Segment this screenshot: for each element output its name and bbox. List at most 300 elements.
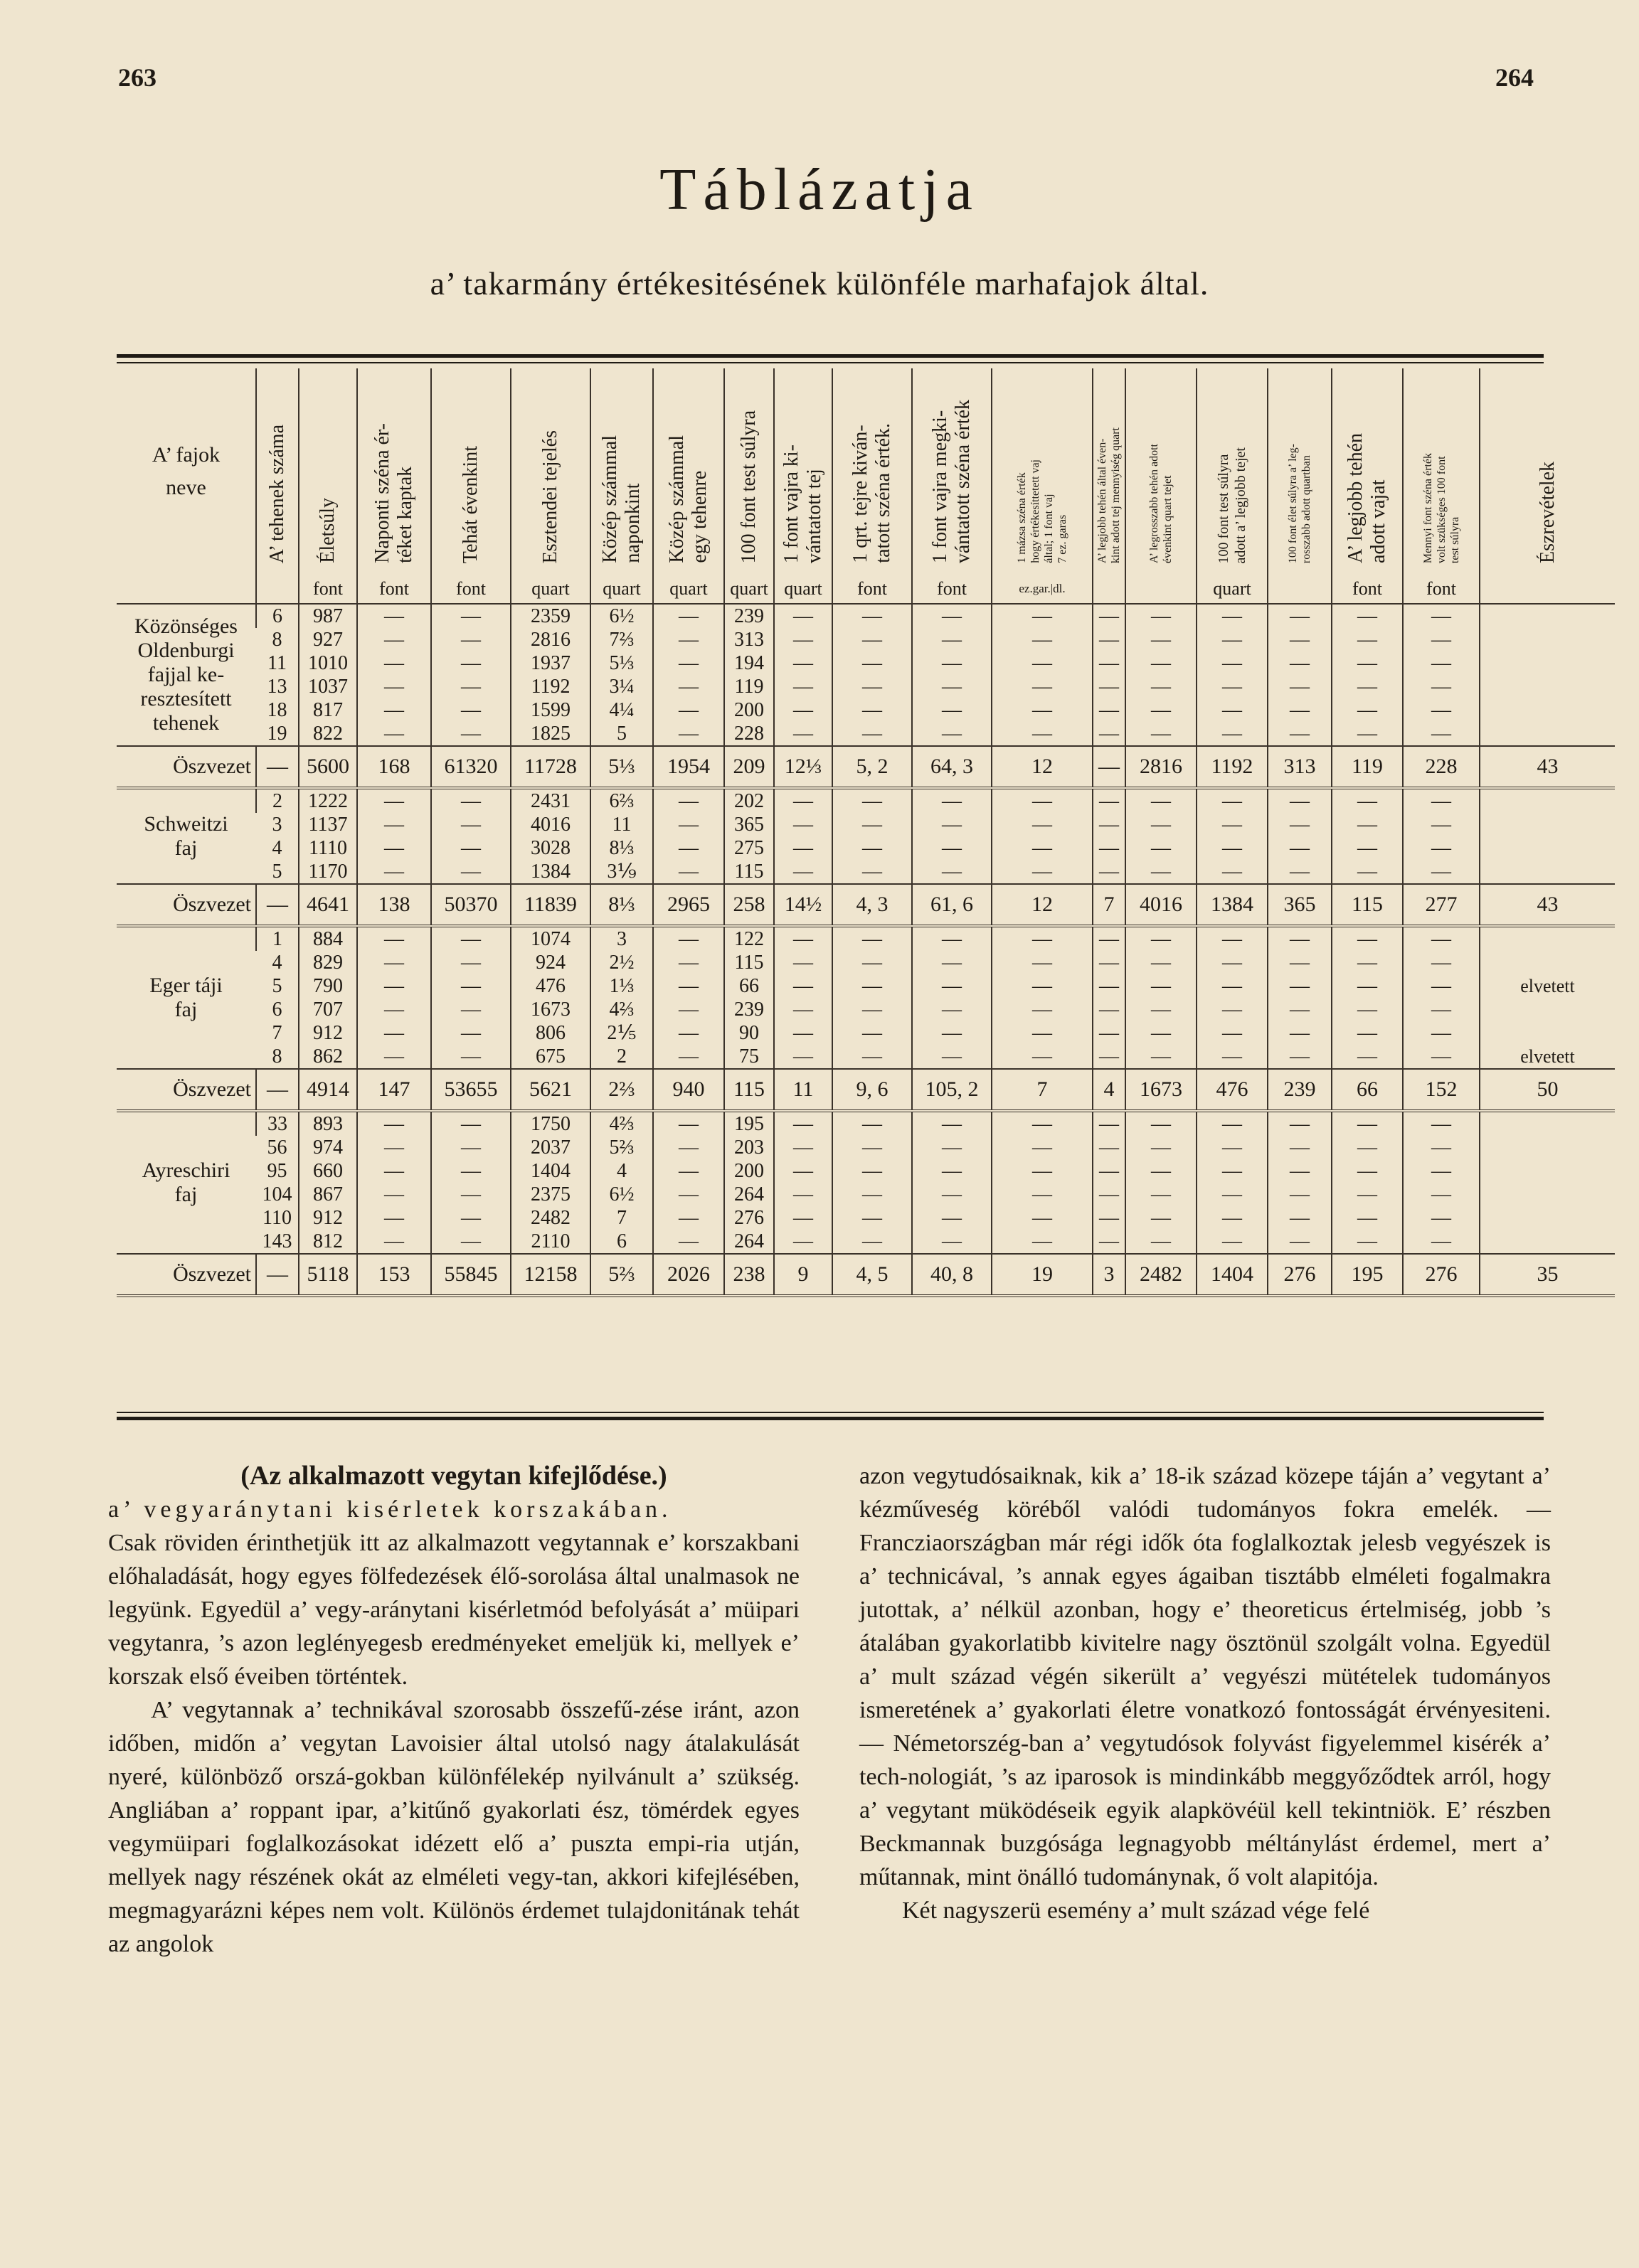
table-cell: —: [992, 1183, 1093, 1206]
table-cell: 365: [724, 813, 774, 836]
total-cell: 8⅓: [590, 884, 653, 926]
table-cell: 11: [590, 813, 653, 836]
table-cell: —: [1197, 675, 1268, 698]
table-cell: 7: [272, 1021, 282, 1044]
total-cell: 5621: [511, 1069, 590, 1111]
table-cell: —: [832, 1136, 912, 1159]
table-cell: —: [912, 951, 992, 974]
table-cell: 264: [724, 1230, 774, 1254]
table-cell: 2359: [511, 604, 590, 628]
table-cell: —: [1403, 722, 1480, 746]
table-cell: —: [1268, 604, 1332, 628]
table-cell: —: [1197, 628, 1268, 651]
table-cell: 790: [299, 974, 357, 998]
table-cell: —: [912, 1111, 992, 1136]
table-cell: —: [357, 1206, 431, 1230]
table-cell: —: [1332, 860, 1403, 884]
paragraph: A’ vegytannak a’ technikával szorosabb összefű-zése iránt, azon időben, midőn a’ vegytan Lavoisier által utolsó nagy átalakulását nyeré, különböző orszá-gokban különfélekép nyilvánult a’ szükség. Angliában a’ roppant ipar, a’kitűnő gyakorlati ész, tömérdek egyes vegymüipari foglalkozásokat idézett elő a’ puszta empi-ria utján, mellyek nagy részének okát az elméleti vegy-tan, akkori kifejlésében, megmagyarázni képes nem volt. Különös érdemet tulajdonitának tehát az angolok: [108, 1697, 800, 1957]
table-cell: —: [357, 998, 431, 1021]
table-cell: 5⅓: [590, 651, 653, 675]
table-cell: —: [431, 698, 511, 722]
table-cell: —: [1332, 698, 1403, 722]
table-cell: —: [431, 951, 511, 974]
table-row: [117, 675, 1615, 698]
table-cell: —: [1125, 604, 1197, 628]
table-cell: —: [912, 926, 992, 951]
table-cell: —: [1403, 1045, 1480, 1069]
table-cell: —: [653, 813, 724, 836]
header-hay-per-quart: [832, 368, 912, 575]
table-cell: —: [774, 1136, 832, 1159]
table-cell: 110: [262, 1206, 292, 1229]
table-cell: —: [1403, 836, 1480, 860]
table-cell: —: [774, 974, 832, 998]
table-cell: —: [653, 1111, 724, 1136]
header-species: A’ fajok neve: [152, 443, 221, 499]
table-cell: —: [1197, 1159, 1268, 1183]
table-cell: —: [1403, 974, 1480, 998]
table-row: [117, 651, 1615, 675]
table-cell: —: [992, 651, 1093, 675]
table-cell: 1⅓: [590, 974, 653, 998]
table-cell: —: [1403, 1183, 1480, 1206]
table-cell: —: [653, 836, 724, 860]
table-cell: 75: [724, 1045, 774, 1069]
table-cell: —: [1332, 1159, 1403, 1183]
table-cell: —: [1197, 1111, 1268, 1136]
total-cell: 5, 2: [832, 746, 912, 788]
text-column-left: [108, 1459, 800, 1961]
table-cell: 893: [299, 1111, 357, 1136]
table-cell: —: [1197, 1021, 1268, 1045]
table-cell: 6: [272, 998, 282, 1021]
table-cell: —: [357, 698, 431, 722]
table-cell: —: [1332, 628, 1403, 651]
table-cell: —: [774, 998, 832, 1021]
table-cell: —: [774, 951, 832, 974]
table-cell: 7⅔: [590, 628, 653, 651]
table-cell: 6½: [590, 1183, 653, 1206]
table-cell: —: [357, 675, 431, 698]
table-cell: —: [431, 628, 511, 651]
total-label: Öszvezet: [117, 1254, 256, 1296]
table-cell: —: [653, 651, 724, 675]
table-cell: 884: [299, 926, 357, 951]
table-bottom-rule: [117, 1417, 1544, 1420]
table-cell: —: [1268, 722, 1332, 746]
table-cell: —: [832, 1111, 912, 1136]
total-cell: 43: [1480, 884, 1615, 926]
unit-cell: font: [1332, 575, 1403, 604]
table-cell: —: [1332, 1021, 1403, 1045]
remark-cell: [1480, 1206, 1615, 1230]
table-row: [117, 998, 1615, 1021]
table-cell: —: [992, 813, 1093, 836]
table-cell: —: [653, 675, 724, 698]
table-cell: 18: [267, 698, 287, 721]
table-row: [117, 698, 1615, 722]
table-cell: 11: [267, 651, 287, 674]
table-cell: 1137: [299, 813, 357, 836]
header-text: A’ legjobb tehén adott vajat: [1344, 433, 1389, 563]
table-row: [117, 1021, 1615, 1045]
table-cell: —: [912, 836, 992, 860]
table-cell: 1037: [299, 675, 357, 698]
total-row: [117, 746, 1615, 788]
table-cell: —: [431, 722, 511, 746]
table-cell: —: [1332, 951, 1403, 974]
table-cell: —: [357, 813, 431, 836]
total-cell: 2482: [1125, 1254, 1197, 1296]
table-cell: —: [912, 1159, 992, 1183]
table-cell: 264: [724, 1183, 774, 1206]
table-cell: 1937: [511, 651, 590, 675]
total-cell: 11839: [511, 884, 590, 926]
table-cell: —: [1093, 998, 1125, 1021]
header-text: Esztendei tejelés: [539, 430, 561, 563]
table-cell: —: [992, 675, 1093, 698]
table-cell: —: [832, 628, 912, 651]
header-text: 100 font test súlyra adott a’ legjobb tejet: [1216, 447, 1248, 563]
table-cell: —: [774, 1045, 832, 1069]
table-cell: —: [1125, 836, 1197, 860]
table-cell: 6: [590, 1230, 653, 1254]
table-cell: —: [431, 1159, 511, 1183]
table-cell: 8: [272, 1045, 282, 1068]
total-cell: 11: [774, 1069, 832, 1111]
table-cell: 2375: [511, 1183, 590, 1206]
header-text: Naponti széna ér- téket kaptak: [371, 423, 416, 563]
table-cell: —: [912, 1045, 992, 1069]
table-cell: —: [1197, 1206, 1268, 1230]
table-cell: —: [1125, 974, 1197, 998]
table-cell: 829: [299, 951, 357, 974]
total-row: [117, 884, 1615, 926]
table-row: [117, 604, 1615, 628]
total-cell: 1673: [1125, 1069, 1197, 1111]
table-cell: 4¼: [590, 698, 653, 722]
table-cell: 3: [272, 813, 282, 836]
table-cell: —: [1268, 813, 1332, 836]
table-cell: —: [431, 860, 511, 884]
table-cell: 7: [590, 1206, 653, 1230]
table-cell: 3⅑: [590, 860, 653, 884]
table-cell: 812: [299, 1230, 357, 1254]
table-cell: —: [431, 998, 511, 1021]
table-cell: 1750: [511, 1111, 590, 1136]
table-cell: 912: [299, 1206, 357, 1230]
table-cell: —: [1332, 1136, 1403, 1159]
table-cell: —: [1268, 1183, 1332, 1206]
total-cell: 12: [992, 746, 1093, 788]
table-row: [117, 1183, 1615, 1206]
table-cell: —: [832, 1230, 912, 1254]
remark-cell: [1480, 926, 1615, 951]
table-cell: 33: [256, 1111, 299, 1136]
total-cell: 7: [1093, 884, 1125, 926]
total-cell: 365: [1268, 884, 1332, 926]
table-cell: 90: [724, 1021, 774, 1045]
table-cell: —: [1268, 675, 1332, 698]
table-cell: —: [1403, 1136, 1480, 1159]
header-text: A’ tehenek száma: [266, 424, 288, 563]
table-cell: 203: [724, 1136, 774, 1159]
table-cell: 19: [267, 722, 287, 745]
table-cell: —: [1197, 788, 1268, 813]
table-cell: —: [1268, 1111, 1332, 1136]
table-cell: —: [912, 1183, 992, 1206]
header-text: 1 font vajra megki- vántatott széna érték: [929, 399, 974, 563]
table-cell: —: [357, 651, 431, 675]
table-cell: 200: [724, 1159, 774, 1183]
table-cell: —: [1268, 836, 1332, 860]
table-cell: —: [992, 628, 1093, 651]
total-cell: 313: [1268, 746, 1332, 788]
table-cell: 4: [272, 836, 282, 859]
table-cell: —: [992, 1159, 1093, 1183]
table-cell: —: [1093, 813, 1125, 836]
table-cell: —: [1125, 813, 1197, 836]
table-cell: —: [1125, 1183, 1197, 1206]
total-cell: 276: [1268, 1254, 1332, 1296]
table-cell: 2816: [511, 628, 590, 651]
table-cell: —: [431, 604, 511, 628]
header-text: Mennyi font széna érték volt szükséges 100 font test súlyra: [1421, 452, 1461, 563]
table-cell: —: [1268, 998, 1332, 1021]
total-cell: —: [256, 1069, 299, 1111]
table-cell: —: [832, 974, 912, 998]
table-cell: —: [774, 1183, 832, 1206]
table-cell: —: [1403, 860, 1480, 884]
total-cell: 4641: [299, 884, 357, 926]
table-cell: —: [832, 951, 912, 974]
table-cell: —: [653, 998, 724, 1021]
table-cell: 660: [299, 1159, 357, 1183]
total-cell: 12158: [511, 1254, 590, 1296]
table-cell: —: [653, 951, 724, 974]
text-column-right: [859, 1459, 1551, 1927]
table-cell: —: [431, 788, 511, 813]
total-row: [117, 1069, 1615, 1111]
total-cell: 4, 3: [832, 884, 912, 926]
header-text: 1 qrt. tejre kiván- tatott széna érték.: [849, 423, 894, 563]
unit-cell: quart: [653, 575, 724, 604]
table-cell: 1170: [299, 860, 357, 884]
table-cell: —: [774, 722, 832, 746]
table-cell: —: [653, 698, 724, 722]
table-cell: —: [1403, 628, 1480, 651]
table-cell: —: [431, 1183, 511, 1206]
table-cell: —: [357, 1136, 431, 1159]
total-cell: 3: [1093, 1254, 1125, 1296]
table-cell: —: [992, 998, 1093, 1021]
table-cell: —: [357, 1183, 431, 1206]
table-cell: —: [653, 860, 724, 884]
total-cell: —: [1093, 746, 1125, 788]
table-cell: —: [1332, 974, 1403, 998]
table-cell: 1110: [299, 836, 357, 860]
table-cell: —: [1093, 788, 1125, 813]
table-cell: —: [1125, 698, 1197, 722]
table-cell: —: [1093, 951, 1125, 974]
table-cell: —: [774, 628, 832, 651]
table-cell: —: [653, 1206, 724, 1230]
table-cell: —: [774, 651, 832, 675]
breed-name: Ayreschiri faj: [142, 1159, 230, 1206]
header-hay-value: [992, 368, 1093, 575]
table-row: [117, 1111, 1615, 1136]
table-cell: —: [992, 951, 1093, 974]
table-cell: —: [431, 1206, 511, 1230]
table-cell: —: [431, 926, 511, 951]
table-cell: —: [832, 836, 912, 860]
table-cell: —: [357, 860, 431, 884]
table-cell: —: [1403, 1206, 1480, 1230]
remark-cell: [1480, 1183, 1615, 1206]
table-cell: —: [357, 604, 431, 628]
table-cell: —: [1125, 1159, 1197, 1183]
table-cell: —: [357, 788, 431, 813]
table-cell: —: [431, 1111, 511, 1136]
table-cell: —: [653, 788, 724, 813]
remark-cell: [1480, 1136, 1615, 1159]
table-row: [117, 926, 1615, 951]
total-cell: 1404: [1197, 1254, 1268, 1296]
remark-cell: [1480, 1111, 1615, 1136]
table-cell: 707: [299, 998, 357, 1021]
table-cell: —: [653, 1230, 724, 1254]
table-cell: —: [1125, 926, 1197, 951]
table-cell: —: [774, 1021, 832, 1045]
total-cell: 115: [724, 1069, 774, 1111]
total-cell: 5118: [299, 1254, 357, 1296]
unit-cell: font: [912, 575, 992, 604]
table-cell: 276: [724, 1206, 774, 1230]
table-cell: 1599: [511, 698, 590, 722]
remark-cell: [1480, 722, 1615, 746]
table-cell: —: [1125, 951, 1197, 974]
table-cell: —: [1332, 813, 1403, 836]
table-cell: 119: [724, 675, 774, 698]
header-milk-per-butter: [774, 368, 832, 575]
paragraph: azon vegytudósaiknak, kik a’ 18-ik század közepe táján a’ vegytant a’ kézműveség köréből valódi tudományos fokra emelék. — Francziaországban már régi idők óta foglalkoztak jelesb vegyészek is a’ technicával, ’s annak egyes ágaiban tisztább elméleti fogalmakra jutottak, a’ nélkül azonban, hogy e’ theoreticus értelmiség, jobb ’s átalában gyakorlatibb kivitelre nagy ösztönül szolgált volna. Egyedül a’ mult század végén sikerült a’ vegyészi mütételek tudományos ismeretének a’ gyakorlati életre vonatkozó fontosságát érvényesiteni. — Németorszég-ban a’ vegytudósok folyvást figyelemmel kisérék a’ tech-nologiát, ’s az iparosok is mindinkább meggyőződtek arról, hogy a’ vegytant müködéseik egyik alapkövéül kell tekintniök. E’ részben Beckmannak buzgósága legnagyobb méltánylást érdemel, mert a’ műtannak, mint önálló tudománynak, ő volt alapitója.: [859, 1463, 1551, 1890]
remark-cell: [1480, 1021, 1615, 1045]
header-per-100-font: [724, 368, 774, 575]
table-cell: 987: [299, 604, 357, 628]
table-cell: —: [1403, 1230, 1480, 1254]
unit-cell: quart: [590, 575, 653, 604]
table-cell: —: [1093, 860, 1125, 884]
table-cell: —: [357, 722, 431, 746]
table-cell: —: [1093, 926, 1125, 951]
table-cell: —: [1093, 604, 1125, 628]
table-cell: —: [1332, 836, 1403, 860]
table-cell: —: [992, 698, 1093, 722]
table-cell: —: [1125, 1206, 1197, 1230]
table-cell: —: [431, 1021, 511, 1045]
table-cell: —: [1403, 675, 1480, 698]
table-row: [117, 951, 1615, 974]
header-worst-cow-milk: [1125, 368, 1197, 575]
table-cell: —: [1332, 722, 1403, 746]
table-cell: —: [1403, 1111, 1480, 1136]
remark-cell: [1480, 860, 1615, 884]
table-cell: —: [774, 604, 832, 628]
table-cell: —: [653, 1136, 724, 1159]
page-subtitle: a’ takarmány értékesitésének különféle marhafajok által.: [430, 265, 1209, 302]
header-text: 1 mázsa széna érték hogy értékesíttetett vaj által; 1 font vaj 7 ez. garas: [1016, 459, 1068, 563]
total-cell: 277: [1403, 884, 1480, 926]
table-cell: 313: [724, 628, 774, 651]
table-cell: —: [1268, 974, 1332, 998]
total-row: [117, 1254, 1615, 1296]
table-cell: —: [1093, 1206, 1125, 1230]
remark-cell: [1480, 813, 1615, 836]
page-number-left: 263: [118, 63, 157, 92]
table-cell: —: [1268, 651, 1332, 675]
table-cell: —: [431, 813, 511, 836]
table-cell: 2½: [590, 951, 653, 974]
table-row: [117, 974, 1615, 998]
table-row: [117, 628, 1615, 651]
total-cell: 147: [357, 1069, 431, 1111]
header-best-butter: [1332, 368, 1403, 575]
unit-cell: font: [357, 575, 431, 604]
total-cell: 9, 6: [832, 1069, 912, 1111]
table-cell: —: [431, 651, 511, 675]
table-cell: —: [1332, 1045, 1403, 1069]
table-cell: 239: [724, 998, 774, 1021]
table-cell: 2: [590, 1045, 653, 1069]
table-cell: —: [1093, 628, 1125, 651]
total-cell: 11728: [511, 746, 590, 788]
total-cell: 119: [1332, 746, 1403, 788]
table-cell: —: [912, 998, 992, 1021]
total-cell: 2⅔: [590, 1069, 653, 1111]
table-cell: 115: [724, 860, 774, 884]
header-text: Közép számmal naponkint: [599, 435, 644, 563]
table-cell: —: [1268, 860, 1332, 884]
table-row: [117, 788, 1615, 813]
header-text: Tehát évenkint: [460, 445, 482, 563]
unit-cell: [1480, 575, 1615, 604]
table-cell: 239: [724, 604, 774, 628]
table-cell: —: [1197, 974, 1268, 998]
total-cell: 4: [1093, 1069, 1125, 1111]
table-cell: 2431: [511, 788, 590, 813]
total-cell: —: [256, 884, 299, 926]
total-cell: 239: [1268, 1069, 1332, 1111]
table-cell: —: [832, 722, 912, 746]
header-worst-per-100: [1268, 368, 1332, 575]
table-cell: —: [1268, 1136, 1332, 1159]
total-cell: 12: [992, 884, 1093, 926]
table-cell: —: [992, 926, 1093, 951]
total-cell: 61, 6: [912, 884, 992, 926]
table-cell: —: [912, 1206, 992, 1230]
table-cell: 228: [724, 722, 774, 746]
total-cell: 2816: [1125, 746, 1197, 788]
table-cell: 1010: [299, 651, 357, 675]
table-cell: 13: [267, 675, 287, 698]
table-row: [117, 1159, 1615, 1183]
table-cell: —: [1093, 974, 1125, 998]
table-cell: 2⅕: [590, 1021, 653, 1045]
total-cell: 12⅓: [774, 746, 832, 788]
total-cell: 138: [357, 884, 431, 926]
table-cell: 3: [590, 926, 653, 951]
table-cell: —: [1332, 604, 1403, 628]
